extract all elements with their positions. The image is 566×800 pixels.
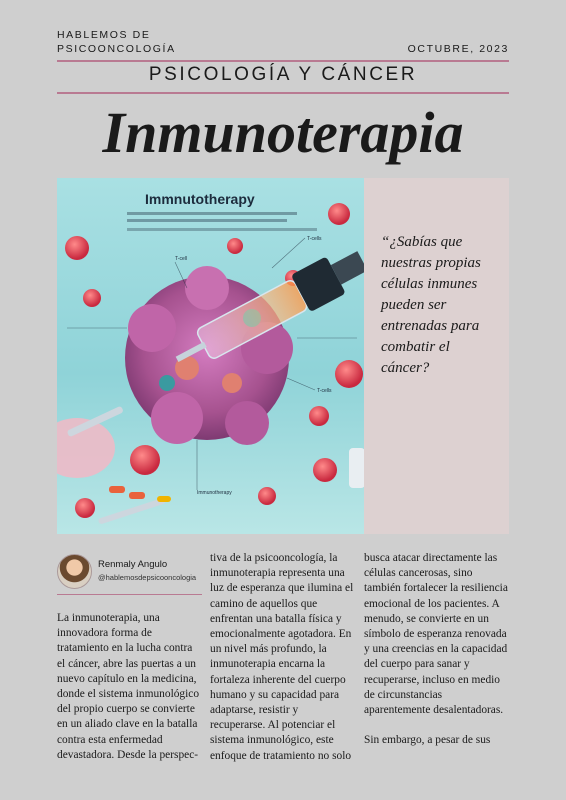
article-column-3 (364, 551, 510, 748)
column-3-paragraph-2: Sin embargo, a pesar de sus (364, 734, 491, 747)
illustration-heading: Immnutotherapy (145, 191, 255, 207)
section-title: PSICOLOGÍA Y CÁNCER (148, 64, 418, 85)
section-divider (57, 92, 509, 94)
label-tcells-right: T-cells (317, 388, 332, 394)
column-2-text: tiva de la psicooncología, la inmunoterapia representa una luz de esperanza que ilumina el camino de aquellos que enfrentan una batalla física y emocionalmente agotadora. En un nivel más profundo, la inmunoterapia encarna la fortaleza inherente del cuerpo humano y su capacidad para adaptarse, resistir y recuperarse. Al potenciar el sistema inmunológico, este enfoque de tratamiento no solo (210, 552, 354, 762)
column-3-paragraph-1: busca atacar directamente las células cancerosas, sino también fortalecer la resiliencia emocional de los pacientes. A menudo, se convierte en un símbolo de esperanza renovada y una creencias en la capacidad del cuerpo para sanar y recuperarse, incluso en medio de circunstancias aparentemente desalentadoras. (364, 552, 508, 717)
immunotherapy-illustration (57, 178, 364, 534)
pull-quote-box (364, 178, 509, 534)
label-immunotherapy: Immunotherapy (197, 490, 232, 496)
article-title: Inmunoterapia (102, 100, 464, 165)
label-tcell: T-cell (175, 256, 187, 262)
author-divider (57, 594, 202, 595)
label-tcells-top: T-cells (307, 236, 322, 242)
hero-illustration (57, 178, 364, 534)
top-divider (57, 60, 509, 62)
author-handle: @hablemosdepsicooncologia (98, 573, 197, 582)
article-column-2 (210, 551, 356, 764)
article-column-1 (57, 611, 203, 763)
column-1-text: La inmunoterapia, una innovadora forma de tratamiento en la lucha contra el cáncer, abre las puertas a un nuevo capítulo en la medicina, donde el sistema inmunológico del propio cuerpo se convierte en un aliado clave en la batalla contra esta enfermedad devastadora. Desde la perspec- (57, 612, 200, 761)
author-name: Renmaly Angulo (98, 559, 168, 570)
author-avatar (57, 554, 92, 589)
issue-date: OCTUBRE, 2023 (407, 43, 509, 55)
publication-name: HABLEMOS DE PSICOONCOLOGÍA (57, 29, 176, 55)
pull-quote: “¿Sabías que nuestras propias células inmunes pueden ser entrenadas para combatir el cáncer? (381, 234, 481, 376)
